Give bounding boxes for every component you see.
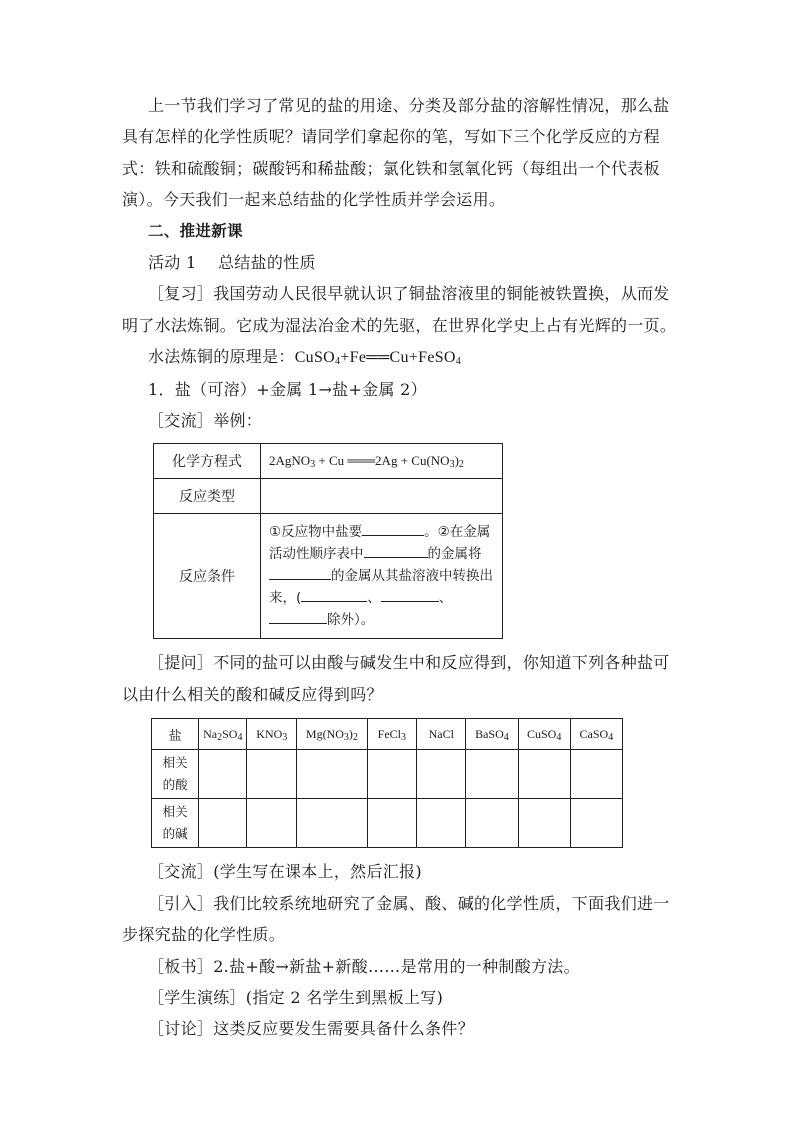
principle-line: 水法炼铜的原理是：CuSO$_4$+Fe══Cu+FeSO$_4$ — [148, 347, 462, 368]
exchange-paragraph: ［交流］(学生写在课本上，然后汇报) — [148, 862, 422, 882]
acid-answer-cell — [199, 750, 247, 799]
salt-formula-cell: FeCl$_3$ — [367, 719, 417, 750]
acid-answer-cell — [466, 750, 518, 799]
base-answer-cell — [518, 799, 570, 848]
blank-4 — [301, 587, 367, 602]
salt-formula-cell: NaCl — [417, 719, 466, 750]
acid-row-label: 相关 的酸 — [152, 750, 199, 799]
rule-1: 1．盐（可溶）+金属 1→盐+金属 2） — [148, 379, 427, 399]
blank-6 — [269, 609, 327, 624]
equation-label: 化学方程式 — [154, 444, 261, 479]
activity-title: 活动 1 总结盐的性质 — [148, 253, 316, 273]
acid-answer-cell — [570, 750, 622, 799]
review-paragraph: ［复习］我国劳动人民很早就认识了铜盐溶液里的铜能被铁置换，从而发明了水法炼铜。它成为湿法冶金术的先驱，在世界化学史上占有光辉的一页。 — [122, 284, 677, 335]
discussion-paragraph: ［讨论］这类反应要发生需要具备什么条件？ — [148, 1019, 475, 1039]
acid-answer-cell — [417, 750, 466, 799]
blank-1 — [362, 521, 424, 536]
board-paragraph: ［板书］2.盐+酸→新盐+新酸……是常用的一种制酸方法。 — [148, 956, 580, 976]
exchange-example: ［交流］举例： — [148, 411, 263, 431]
reaction-type-cell — [261, 479, 503, 514]
intro-paragraph: 上一节我们学习了常见的盐的用途、分类及部分盐的溶解性情况，那么盐具有怎样的化学性质呢？请同学们拿起你的笔，写如下三个化学反应的方程式：铁和硫酸铜；碳酸钙和稀盐酸；氯化铁和氢氧化钙（每组出一个代表板演）。今天我们一起来总结盐的化学性质并学会运用。 — [122, 96, 670, 210]
intro2-paragraph: ［引入］我们比较系统地研究了金属、酸、碱的化学性质，下面我们进一步探究盐的化学性质。 — [122, 893, 670, 945]
salt-formula-cell: $Mg(NO_3)_2$ — [297, 719, 367, 750]
base-answer-cell — [417, 799, 466, 848]
acid-answer-cell — [297, 750, 367, 799]
section-heading: 二、推进新课 — [148, 221, 243, 240]
salt-formula-cell: CuSO$_4$ — [518, 719, 570, 750]
reaction-type-label: 反应类型 — [154, 479, 261, 514]
salt-formula-cell: $KNO_3$ — [247, 719, 297, 750]
principle-equation: CuSO$_4$+Fe══Cu+FeSO$_4$ — [294, 349, 462, 368]
acid-answer-cell — [367, 750, 417, 799]
base-answer-cell — [297, 799, 367, 848]
acid-answer-cell — [247, 750, 297, 799]
salt-header: 盐 — [152, 719, 199, 750]
salt-formula-cell: $Na_2SO_4$ — [199, 719, 247, 750]
salt-formula-cell: CaSO$_4$ — [570, 719, 622, 750]
blank-3 — [269, 565, 331, 580]
base-answer-cell — [247, 799, 297, 848]
reaction-table — [153, 443, 503, 639]
acid-answer-cell — [518, 750, 570, 799]
equation-cell: 2AgNO$_3$ + Cu ═══2Ag + $Cu(NO_3)_2$ — [261, 444, 503, 479]
blank-5 — [381, 587, 439, 602]
salt-table — [151, 718, 623, 848]
base-answer-cell — [466, 799, 518, 848]
base-row-label: 相关 的碱 — [152, 799, 199, 848]
practice-paragraph: ［学生演练］(指定 2 名学生到黑板上写) — [148, 987, 444, 1007]
reaction-condition-label: 反应条件 — [154, 514, 261, 639]
document-body — [122, 90, 678, 1045]
question-paragraph: ［提问］不同的盐可以由酸与碱发生中和反应得到，你知道下列各种盐可以由什么相关的酸和碱反应得到吗？ — [122, 653, 670, 704]
base-answer-cell — [570, 799, 622, 848]
reaction-condition-cell: ①反应物中盐要 。②在金属活动性顺序表中 的金属将的金属从其盐溶液中转换出来，( 、 、除外）。 — [261, 514, 503, 639]
blank-2 — [364, 543, 428, 558]
base-answer-cell — [199, 799, 247, 848]
salt-formula-cell: BaSO$_4$ — [466, 719, 518, 750]
base-answer-cell — [367, 799, 417, 848]
